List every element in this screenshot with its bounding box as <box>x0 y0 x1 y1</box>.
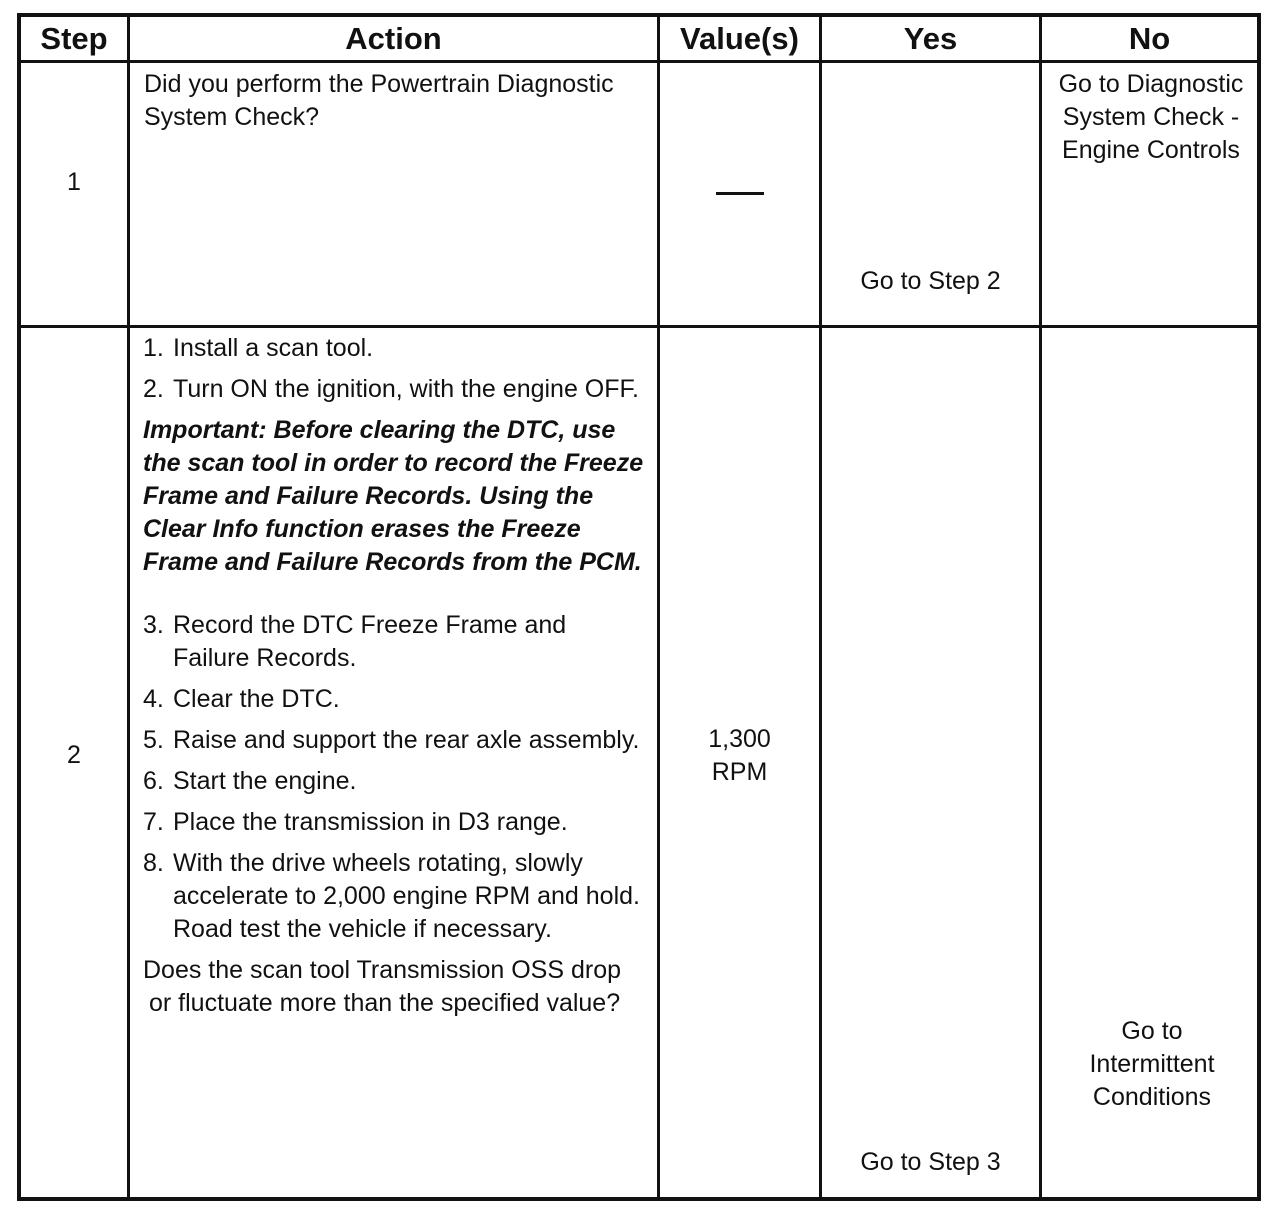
step-text: With the drive wheels rotating, slowly accelerate to 2,000 engine RPM and hold. Road test the vehicle if necessary. <box>173 849 640 943</box>
step-text: Raise and support the rear axle assembly. <box>173 726 640 754</box>
row1-yes-text: Go to Step 2 <box>860 267 1001 295</box>
list-item <box>143 373 648 406</box>
header-no: No <box>1128 21 1171 56</box>
row1-action-text: Did you perform the Powertrain Diagnostic System Check? <box>144 70 614 131</box>
column-divider-step <box>127 13 130 1197</box>
list-item <box>143 847 648 946</box>
important-note: Important: Before clearing the DTC, use the scan tool in order to record the Freeze Frame and Failure Records. Using the Clear Info function erases the Freeze Frame and Failure Records from the PCM. <box>143 416 644 576</box>
header-step: Step <box>40 21 108 56</box>
row1-no-text: Go to Diagnostic System Check - Engine Controls <box>1058 70 1244 164</box>
list-item <box>143 332 648 365</box>
table-border-right <box>1257 13 1261 1201</box>
column-divider-values <box>819 13 822 1197</box>
list-item <box>143 724 648 757</box>
step-text: Clear the DTC. <box>173 685 340 713</box>
row1-step-number: 1 <box>67 168 81 196</box>
row2-no-text: Go to Intermittent Conditions <box>1089 1017 1215 1111</box>
row2-steps-after <box>143 609 648 946</box>
step-text: Place the transmission in D3 range. <box>173 808 568 836</box>
step-number: 4. <box>143 685 164 713</box>
list-item <box>143 609 648 675</box>
header-yes: Yes <box>903 21 958 56</box>
step-text: Record the DTC Freeze Frame and Failure Records. <box>173 611 567 672</box>
step-number: 8. <box>143 849 164 877</box>
header-values: Value(s) <box>680 21 799 56</box>
list-item <box>143 806 648 839</box>
step-text: Start the engine. <box>173 767 357 795</box>
header-action: Action <box>345 21 442 56</box>
table-border-bottom <box>17 1197 1261 1201</box>
step-number: 2. <box>143 375 164 403</box>
step-number: 5. <box>143 726 164 754</box>
row1-value-dash <box>716 192 764 195</box>
row2-yes-text: Go to Step 3 <box>860 1148 1001 1176</box>
header-divider <box>17 60 1261 63</box>
row2-steps-before <box>143 332 648 406</box>
step-number: 1. <box>143 334 164 362</box>
row-divider <box>17 325 1261 328</box>
row2-value <box>660 723 819 789</box>
step-number: 7. <box>143 808 164 836</box>
column-divider-action <box>657 13 660 1197</box>
list-item <box>143 683 648 716</box>
column-divider-yes <box>1039 13 1042 1197</box>
step-number: 6. <box>143 767 164 795</box>
row2-value-number: 1,300 <box>708 725 771 753</box>
step-text: Turn ON the ignition, with the engine OFF. <box>173 375 639 403</box>
step-number: 3. <box>143 611 164 639</box>
table-border-top <box>17 13 1261 17</box>
row2-action-content <box>143 332 648 1020</box>
row2-step-number: 2 <box>67 741 81 769</box>
row2-value-unit: RPM <box>711 758 768 786</box>
step-text: Install a scan tool. <box>173 334 374 362</box>
list-item <box>143 765 648 798</box>
row2-question: Does the scan tool Transmission OSS drop or fluctuate more than the specified value? <box>143 956 622 1017</box>
